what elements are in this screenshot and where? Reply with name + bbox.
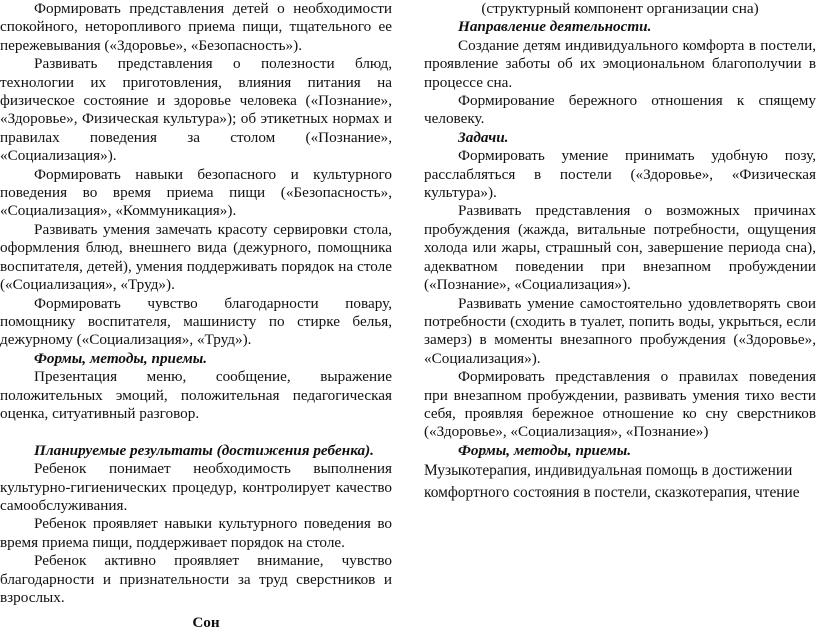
- heading-direction: Направление деятельности.: [458, 18, 652, 36]
- paragraph-pose: Формировать умение принимать удобную позу, расслабляться в постели («Здоровье», «Физическая культура»).: [424, 147, 816, 202]
- paragraph-result-behavior: Ребенок проявляет навыки культурного поведения во время приема пищи, поддерживает порядок на столе.: [0, 515, 392, 551]
- paragraph-safe-behavior: Формировать навыки безопасного и культурного поведения во время приема пищи («Безопасность», «Социализация», «Коммуникация»).: [0, 165, 392, 220]
- heading-forms-methods: Формы, методы, приемы.: [34, 349, 208, 367]
- heading-sleep: Сон: [192, 614, 220, 632]
- paragraph-self-needs: Развивать умение самостоятельно удовлетворять свои потребности (сходить в туалет, попить воды, укрыться, если замерз) в моменты внезапного пробуждения («Здоровье», «Социализация»).: [424, 294, 816, 367]
- spacer: [0, 423, 392, 441]
- paragraph-gratitude: Формировать чувство благодарности повару, помощнику воспитателя, машинисту по стирке белья, дежурному («Социализация», «Труд»).: [0, 294, 392, 349]
- heading-forms-methods-sleep: Формы, методы, приемы.: [458, 441, 632, 459]
- paragraph-comfort: Создание детям индивидуального комфорта в постели, проявление заботы об их эмоциональном благополучии в процессе сна.: [424, 36, 816, 91]
- subtitle-sleep-component: (структурный компонент организации сна): [481, 0, 759, 17]
- left-column: [0, 0, 392, 633]
- paragraph-eating-calm: Формировать представления детей о необходимости спокойного, неторопливого приема пищи, тщательного ее пережевывания («Здоровье», «Безопасность»).: [0, 0, 392, 54]
- paragraph-forms-list: Презентация меню, сообщение, выражение положительных эмоций, положительная педагогическая оценка, ситуативный разговор.: [0, 368, 392, 422]
- paragraph-careful-attitude: Формирование бережного отношения к спящему человеку.: [424, 92, 816, 128]
- paragraph-result-hygiene: Ребенок понимает необходимость выполнения культурно-гигиенических процедур, контролирует качество самообслуживания.: [0, 460, 392, 514]
- paragraph-waking-rules: Формировать представления о правилах поведения при внезапном пробуждении, развивать умения тихо вести себя, проявляя бережное отношение ко сну сверстников («Здоровье», «Социализация», «Познание»): [424, 368, 816, 441]
- paragraph-sleep-methods: Музыкотерапия, индивидуальная помощь в достижении комфортного состояния в постели, сказкотерапия, чтение: [424, 462, 800, 502]
- paragraph-waking-reasons: Развивать представления о возможных причинах пробуждения (жажда, витальные потребности, ощущения холода или жары, страшный сон, завершение периода сна), адекватном поведении при внезапном пробуждении («Познание», «Социализация»).: [424, 202, 816, 294]
- heading-planned-results: Планируемые результаты (достижения ребенка).: [34, 441, 374, 459]
- paragraph-result-attention: Ребенок активно проявляет внимание, чувство благодарности и признательности за труд сверстников и взрослых.: [0, 552, 392, 606]
- paragraph-food-benefits: Развивать представления о полезности блюд, технологии их приготовления, влияния питания на физическое состояние и здоровье человека («Познание», «Здоровье», Физическая культура»); об этикетных нормах и правилах поведения за столом («Познание», «Социализация»).: [0, 55, 392, 165]
- right-column: [424, 0, 816, 504]
- heading-tasks: Задачи.: [458, 128, 509, 146]
- paragraph-table-beauty: Развивать умения замечать красоту сервировки стола, оформления блюд, внешнего вида (дежурного, помощника воспитателя, детей), умения поддерживать порядок на столе («Социализация», «Труд»).: [0, 220, 392, 294]
